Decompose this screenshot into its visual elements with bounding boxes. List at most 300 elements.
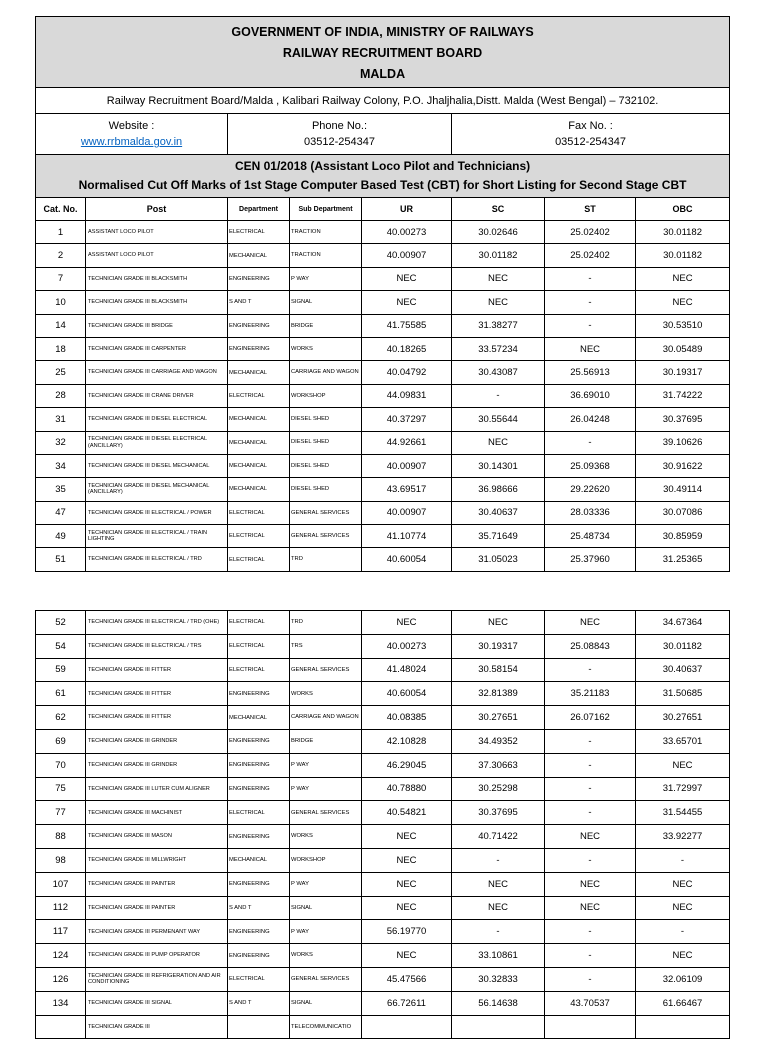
ur-marks-cell: 40.00273 <box>362 634 452 658</box>
ur-marks-cell: 56.19770 <box>362 920 452 944</box>
sub-department-cell: P WAY <box>290 777 362 801</box>
post-cell: ASSISTANT LOCO PILOT <box>86 221 228 244</box>
sc-marks-cell: NEC <box>452 611 545 635</box>
ur-marks-cell: 40.00273 <box>362 221 452 244</box>
cat-no-cell: 59 <box>36 658 86 682</box>
department-cell: ENGINEERING <box>228 920 290 944</box>
obc-marks-cell: 30.40637 <box>636 658 730 682</box>
ur-marks-cell: 40.60054 <box>362 548 452 571</box>
department-cell: ENGINEERING <box>228 777 290 801</box>
header-board: RAILWAY RECRUITMENT BOARD <box>282 45 483 60</box>
sc-marks-cell: NEC <box>452 267 545 290</box>
col-sub: Sub Department <box>290 198 362 221</box>
table-row <box>36 611 730 635</box>
col-dept: Department <box>228 198 290 221</box>
department-cell: ENGINEERING <box>228 682 290 706</box>
department-cell: ENGINEERING <box>228 337 290 360</box>
st-marks-cell: - <box>545 431 636 454</box>
sc-marks-cell: 30.25298 <box>452 777 545 801</box>
department-cell: ENGINEERING <box>228 729 290 753</box>
post-cell: TECHNICIAN GRADE III CARPENTER <box>86 337 228 360</box>
department-cell <box>228 1015 290 1039</box>
table-row <box>36 221 730 244</box>
st-marks-cell: 25.48734 <box>545 525 636 548</box>
sub-department-cell: SIGNAL <box>290 896 362 920</box>
department-cell: ENGINEERING <box>228 267 290 290</box>
obc-marks-cell: 30.19317 <box>636 361 730 384</box>
post-cell: ASSISTANT LOCO PILOT <box>86 244 228 267</box>
department-cell: MECHANICAL <box>228 478 290 501</box>
sub-department-cell: CARRIAGE AND WAGON <box>290 361 362 384</box>
sub-department-cell: TRD <box>290 548 362 571</box>
cat-no-cell: 107 <box>36 872 86 896</box>
ur-marks-cell: NEC <box>362 848 452 872</box>
obc-marks-cell: 31.72997 <box>636 777 730 801</box>
obc-marks-cell: 39.10626 <box>636 431 730 454</box>
cat-no-cell: 98 <box>36 848 86 872</box>
table-row <box>36 896 730 920</box>
table-row <box>36 777 730 801</box>
st-marks-cell: 26.04248 <box>545 408 636 431</box>
sc-marks-cell: - <box>452 384 545 407</box>
st-marks-cell: 35.21183 <box>545 682 636 706</box>
sub-department-cell: WORKSHOP <box>290 384 362 407</box>
sc-marks-cell: 30.37695 <box>452 801 545 825</box>
department-cell: ENGINEERING <box>228 872 290 896</box>
sc-marks-cell: 32.81389 <box>452 682 545 706</box>
post-cell: TECHNICIAN GRADE III <box>86 1015 228 1039</box>
post-cell: TECHNICIAN GRADE III MACHINIST <box>86 801 228 825</box>
cat-no-cell: 49 <box>36 525 86 548</box>
table-row <box>36 967 730 991</box>
sub-department-cell: DIESEL SHED <box>290 408 362 431</box>
cen-title: CEN 01/2018 (Assistant Loco Pilot and Technicians) <box>234 159 531 173</box>
sc-marks-cell: 31.05023 <box>452 548 545 571</box>
post-cell: TECHNICIAN GRADE III REFRIGERATION AND AIR CONDITIONING <box>86 967 228 991</box>
sub-department-cell: GENERAL SERVICES <box>290 801 362 825</box>
post-cell: TECHNICIAN GRADE III BLACKSMITH <box>86 267 228 290</box>
cat-no-cell: 62 <box>36 706 86 730</box>
department-cell: ENGINEERING <box>228 753 290 777</box>
st-marks-cell: 29.22620 <box>545 478 636 501</box>
sc-marks-cell: 30.40637 <box>452 501 545 524</box>
sub-department-cell: CARRIAGE AND WAGON <box>290 706 362 730</box>
cat-no-cell: 70 <box>36 753 86 777</box>
obc-marks-cell: NEC <box>636 872 730 896</box>
post-cell: TECHNICIAN GRADE III PERMENANT WAY <box>86 920 228 944</box>
post-cell: TECHNICIAN GRADE III LUTER CUM ALIGNER <box>86 777 228 801</box>
obc-marks-cell: 30.49114 <box>636 478 730 501</box>
ur-marks-cell: NEC <box>362 267 452 290</box>
st-marks-cell: 28.03336 <box>545 501 636 524</box>
post-cell: TECHNICIAN GRADE III PAINTER <box>86 896 228 920</box>
st-marks-cell: NEC <box>545 337 636 360</box>
fax-value: 03512-254347 <box>555 136 627 148</box>
cat-no-cell: 25 <box>36 361 86 384</box>
st-marks-cell <box>545 1015 636 1039</box>
st-marks-cell: 26.07162 <box>545 706 636 730</box>
ur-marks-cell: 44.92661 <box>362 431 452 454</box>
cat-no-cell: 51 <box>36 548 86 571</box>
post-cell: TECHNICIAN GRADE III BLACKSMITH <box>86 291 228 314</box>
ur-marks-cell: 40.78880 <box>362 777 452 801</box>
obc-marks-cell: NEC <box>636 267 730 290</box>
department-cell: ELECTRICAL <box>228 611 290 635</box>
table-row <box>36 361 730 384</box>
table-row <box>36 658 730 682</box>
col-obc: OBC <box>636 198 730 221</box>
department-cell: MECHANICAL <box>228 244 290 267</box>
cat-no-cell: 54 <box>36 634 86 658</box>
table-row <box>36 682 730 706</box>
cat-no-cell: 28 <box>36 384 86 407</box>
sc-marks-cell: 36.98666 <box>452 478 545 501</box>
st-marks-cell: 25.09368 <box>545 454 636 477</box>
cat-no-cell: 31 <box>36 408 86 431</box>
st-marks-cell: NEC <box>545 825 636 849</box>
ur-marks-cell: 42.10828 <box>362 729 452 753</box>
table-row <box>36 634 730 658</box>
post-cell: TECHNICIAN GRADE III BRIDGE <box>86 314 228 337</box>
obc-marks-cell: 30.37695 <box>636 408 730 431</box>
col-ur: UR <box>362 198 452 221</box>
sc-marks-cell: 33.10861 <box>452 944 545 968</box>
phone-label: Phone No.: <box>311 120 368 132</box>
sub-department-cell: P WAY <box>290 267 362 290</box>
cat-no-cell: 69 <box>36 729 86 753</box>
sub-department-cell: WORKSHOP <box>290 848 362 872</box>
cutoff-table-part-2 <box>35 610 730 1039</box>
col-cat: Cat. No. <box>36 198 86 221</box>
table-row <box>36 1015 730 1039</box>
st-marks-cell: 25.02402 <box>545 221 636 244</box>
post-cell: TECHNICIAN GRADE III SIGNAL <box>86 991 228 1015</box>
sub-department-cell: P WAY <box>290 872 362 896</box>
department-cell: S AND T <box>228 896 290 920</box>
table-row <box>36 848 730 872</box>
obc-marks-cell: 30.53510 <box>636 314 730 337</box>
sc-marks-cell: NEC <box>452 872 545 896</box>
ur-marks-cell <box>362 1015 452 1039</box>
obc-marks-cell: 30.27651 <box>636 706 730 730</box>
table-row <box>36 525 730 548</box>
table-row <box>36 291 730 314</box>
department-cell: MECHANICAL <box>228 361 290 384</box>
post-cell: TECHNICIAN GRADE III PAINTER <box>86 872 228 896</box>
ur-marks-cell: NEC <box>362 611 452 635</box>
obc-marks-cell: 61.66467 <box>636 991 730 1015</box>
st-marks-cell: - <box>545 658 636 682</box>
post-cell: TECHNICIAN GRADE III GRINDER <box>86 729 228 753</box>
sub-department-cell: WORKS <box>290 337 362 360</box>
obc-marks-cell: NEC <box>636 291 730 314</box>
obc-marks-cell: - <box>636 848 730 872</box>
ur-marks-cell: 66.72611 <box>362 991 452 1015</box>
post-cell: TECHNICIAN GRADE III ELECTRICAL / TRAIN LIGHTING <box>86 525 228 548</box>
post-cell: TECHNICIAN GRADE III ELECTRICAL / POWER <box>86 501 228 524</box>
obc-marks-cell: 33.92277 <box>636 825 730 849</box>
sc-marks-cell: 35.71649 <box>452 525 545 548</box>
post-cell: TECHNICIAN GRADE III DIESEL MECHANICAL (ANCILLARY) <box>86 478 228 501</box>
department-cell: MECHANICAL <box>228 848 290 872</box>
phone-value: 03512-254347 <box>304 136 375 148</box>
st-marks-cell: 25.56913 <box>545 361 636 384</box>
department-cell: ENGINEERING <box>228 944 290 968</box>
sub-department-cell: GENERAL SERVICES <box>290 501 362 524</box>
table-row <box>36 501 730 524</box>
department-cell: MECHANICAL <box>228 706 290 730</box>
st-marks-cell: - <box>545 801 636 825</box>
ur-marks-cell: 44.09831 <box>362 384 452 407</box>
department-cell: MECHANICAL <box>228 454 290 477</box>
st-marks-cell: - <box>545 729 636 753</box>
post-cell: TECHNICIAN GRADE III ELECTRICAL / TRD (OHE) <box>86 611 228 635</box>
post-cell: TECHNICIAN GRADE III ELECTRICAL / TRD <box>86 548 228 571</box>
cutoff-table-part-1 <box>35 16 730 572</box>
st-marks-cell: - <box>545 314 636 337</box>
sub-department-cell: BRIDGE <box>290 314 362 337</box>
cat-no-cell: 7 <box>36 267 86 290</box>
obc-marks-cell: 30.01182 <box>636 244 730 267</box>
sub-department-cell: BRIDGE <box>290 729 362 753</box>
obc-marks-cell: 32.06109 <box>636 967 730 991</box>
sub-department-cell: TRD <box>290 611 362 635</box>
st-marks-cell: NEC <box>545 896 636 920</box>
ur-marks-cell: 40.00907 <box>362 454 452 477</box>
ur-marks-cell: 40.04792 <box>362 361 452 384</box>
department-cell: S AND T <box>228 991 290 1015</box>
sc-marks-cell: 37.30663 <box>452 753 545 777</box>
post-cell: TECHNICIAN GRADE III DIESEL ELECTRICAL <box>86 408 228 431</box>
post-cell: TECHNICIAN GRADE III ELECTRICAL / TRS <box>86 634 228 658</box>
sub-department-cell: TRACTION <box>290 244 362 267</box>
department-cell: ELECTRICAL <box>228 384 290 407</box>
table-row <box>36 454 730 477</box>
ur-marks-cell: 45.47566 <box>362 967 452 991</box>
ur-marks-cell: NEC <box>362 825 452 849</box>
cat-no-cell: 117 <box>36 920 86 944</box>
sc-marks-cell: 31.38277 <box>452 314 545 337</box>
cat-no-cell: 1 <box>36 221 86 244</box>
table-row <box>36 478 730 501</box>
department-cell: ELECTRICAL <box>228 634 290 658</box>
website-label: Website : <box>108 120 155 132</box>
cat-no-cell: 34 <box>36 454 86 477</box>
table-row <box>36 337 730 360</box>
st-marks-cell: - <box>545 291 636 314</box>
header-ministry: GOVERNMENT OF INDIA, MINISTRY OF RAILWAYS <box>231 24 534 39</box>
ur-marks-cell: 40.54821 <box>362 801 452 825</box>
col-sc: SC <box>452 198 545 221</box>
cat-no-cell <box>36 1015 86 1039</box>
st-marks-cell: - <box>545 267 636 290</box>
ur-marks-cell: 46.29045 <box>362 753 452 777</box>
department-cell: ELECTRICAL <box>228 967 290 991</box>
table-row <box>36 244 730 267</box>
cat-no-cell: 32 <box>36 431 86 454</box>
cat-no-cell: 47 <box>36 501 86 524</box>
st-marks-cell: 25.02402 <box>545 244 636 267</box>
sub-department-cell: GENERAL SERVICES <box>290 658 362 682</box>
sc-marks-cell: 56.14638 <box>452 991 545 1015</box>
cat-no-cell: 18 <box>36 337 86 360</box>
post-cell: TECHNICIAN GRADE III DIESEL ELECTRICAL (ANCILLARY) <box>86 431 228 454</box>
sc-marks-cell: 30.55644 <box>452 408 545 431</box>
post-cell: TECHNICIAN GRADE III FITTER <box>86 682 228 706</box>
cat-no-cell: 88 <box>36 825 86 849</box>
st-marks-cell: - <box>545 777 636 801</box>
ur-marks-cell: NEC <box>362 944 452 968</box>
sub-department-cell: P WAY <box>290 753 362 777</box>
ur-marks-cell: 40.00907 <box>362 244 452 267</box>
obc-marks-cell: 30.01182 <box>636 634 730 658</box>
sub-department-cell: P WAY <box>290 920 362 944</box>
table-row <box>36 548 730 571</box>
post-cell: TECHNICIAN GRADE III FITTER <box>86 706 228 730</box>
sc-marks-cell: 30.02646 <box>452 221 545 244</box>
st-marks-cell: 25.37960 <box>545 548 636 571</box>
ur-marks-cell: 41.48024 <box>362 658 452 682</box>
website-cell <box>36 114 228 155</box>
sc-marks-cell: NEC <box>452 291 545 314</box>
department-cell: ELECTRICAL <box>228 801 290 825</box>
sc-marks-cell: 30.27651 <box>452 706 545 730</box>
table-row <box>36 706 730 730</box>
col-st: ST <box>545 198 636 221</box>
cat-no-cell: 126 <box>36 967 86 991</box>
ur-marks-cell: 40.18265 <box>362 337 452 360</box>
cat-no-cell: 14 <box>36 314 86 337</box>
sc-marks-cell: NEC <box>452 431 545 454</box>
cat-no-cell: 77 <box>36 801 86 825</box>
post-cell: TECHNICIAN GRADE III MILLWRIGHT <box>86 848 228 872</box>
column-header-row <box>36 198 730 221</box>
sc-marks-cell: 30.01182 <box>452 244 545 267</box>
ur-marks-cell: 40.00907 <box>362 501 452 524</box>
board-header <box>36 17 730 88</box>
notice-title <box>36 155 730 198</box>
post-cell: TECHNICIAN GRADE III CRANE DRIVER <box>86 384 228 407</box>
department-cell: ENGINEERING <box>228 314 290 337</box>
sub-department-cell: WORKS <box>290 944 362 968</box>
table-row <box>36 267 730 290</box>
table-row <box>36 729 730 753</box>
post-cell: TECHNICIAN GRADE III MASON <box>86 825 228 849</box>
cat-no-cell: 35 <box>36 478 86 501</box>
cat-no-cell: 112 <box>36 896 86 920</box>
website-link[interactable]: www.rrbmalda.gov.in <box>80 136 183 148</box>
phone-cell <box>228 114 452 155</box>
department-cell: ELECTRICAL <box>228 548 290 571</box>
st-marks-cell: NEC <box>545 872 636 896</box>
sc-marks-cell: 30.14301 <box>452 454 545 477</box>
department-cell: ELECTRICAL <box>228 658 290 682</box>
st-marks-cell: - <box>545 944 636 968</box>
department-cell: ENGINEERING <box>228 825 290 849</box>
st-marks-cell: NEC <box>545 611 636 635</box>
fax-cell <box>452 114 730 155</box>
sc-marks-cell: 40.71422 <box>452 825 545 849</box>
ur-marks-cell: 43.69517 <box>362 478 452 501</box>
table-row <box>36 384 730 407</box>
obc-marks-cell: 30.05489 <box>636 337 730 360</box>
table-row <box>36 825 730 849</box>
ur-marks-cell: 41.10774 <box>362 525 452 548</box>
table-row <box>36 431 730 454</box>
ur-marks-cell: NEC <box>362 896 452 920</box>
sub-department-cell: WORKS <box>290 682 362 706</box>
department-cell: MECHANICAL <box>228 431 290 454</box>
sub-department-cell: SIGNAL <box>290 291 362 314</box>
sub-department-cell: TRACTION <box>290 221 362 244</box>
st-marks-cell: 43.70537 <box>545 991 636 1015</box>
department-cell: MECHANICAL <box>228 408 290 431</box>
table-row <box>36 801 730 825</box>
post-cell: TECHNICIAN GRADE III PUMP OPERATOR <box>86 944 228 968</box>
obc-marks-cell: 30.07086 <box>636 501 730 524</box>
table-row <box>36 920 730 944</box>
sc-marks-cell <box>452 1015 545 1039</box>
table-row <box>36 872 730 896</box>
obc-marks-cell: 30.91622 <box>636 454 730 477</box>
obc-marks-cell: NEC <box>636 944 730 968</box>
sc-marks-cell: 30.43087 <box>452 361 545 384</box>
sc-marks-cell: 30.32833 <box>452 967 545 991</box>
sc-marks-cell: - <box>452 848 545 872</box>
st-marks-cell: 25.08843 <box>545 634 636 658</box>
post-cell: TECHNICIAN GRADE III CARRIAGE AND WAGON <box>86 361 228 384</box>
obc-marks-cell: - <box>636 920 730 944</box>
cat-no-cell: 10 <box>36 291 86 314</box>
cat-no-cell: 124 <box>36 944 86 968</box>
st-marks-cell: - <box>545 848 636 872</box>
st-marks-cell: - <box>545 920 636 944</box>
sc-marks-cell: - <box>452 920 545 944</box>
sc-marks-cell: 34.49352 <box>452 729 545 753</box>
obc-marks-cell: 31.25365 <box>636 548 730 571</box>
sc-marks-cell: 30.58154 <box>452 658 545 682</box>
table-row <box>36 991 730 1015</box>
department-cell: ELECTRICAL <box>228 501 290 524</box>
cat-no-cell: 52 <box>36 611 86 635</box>
table-row <box>36 753 730 777</box>
sub-department-cell: TELECOMMUNICATIO <box>290 1015 362 1039</box>
ur-marks-cell: 40.60054 <box>362 682 452 706</box>
sub-department-cell: DIESEL SHED <box>290 431 362 454</box>
obc-marks-cell <box>636 1015 730 1039</box>
obc-marks-cell: 31.50685 <box>636 682 730 706</box>
sub-department-cell: GENERAL SERVICES <box>290 525 362 548</box>
department-cell: S AND T <box>228 291 290 314</box>
ur-marks-cell: 40.37297 <box>362 408 452 431</box>
obc-marks-cell: NEC <box>636 753 730 777</box>
table-row <box>36 314 730 337</box>
ur-marks-cell: 40.08385 <box>362 706 452 730</box>
ur-marks-cell: NEC <box>362 872 452 896</box>
ur-marks-cell: NEC <box>362 291 452 314</box>
st-marks-cell: - <box>545 967 636 991</box>
board-address: Railway Recruitment Board/Malda , Kalibari Railway Colony, P.O. Jhaljhalia,Distt. Malda (West Bengal) – 732102. <box>36 88 730 114</box>
col-post: Post <box>86 198 228 221</box>
sc-marks-cell: 33.57234 <box>452 337 545 360</box>
header-city: MALDA <box>359 66 406 81</box>
sc-marks-cell: NEC <box>452 896 545 920</box>
department-cell: ELECTRICAL <box>228 525 290 548</box>
post-cell: TECHNICIAN GRADE III DIESEL MECHANICAL <box>86 454 228 477</box>
ur-marks-cell: 41.75585 <box>362 314 452 337</box>
sub-department-cell: SIGNAL <box>290 991 362 1015</box>
obc-marks-cell: 31.74222 <box>636 384 730 407</box>
